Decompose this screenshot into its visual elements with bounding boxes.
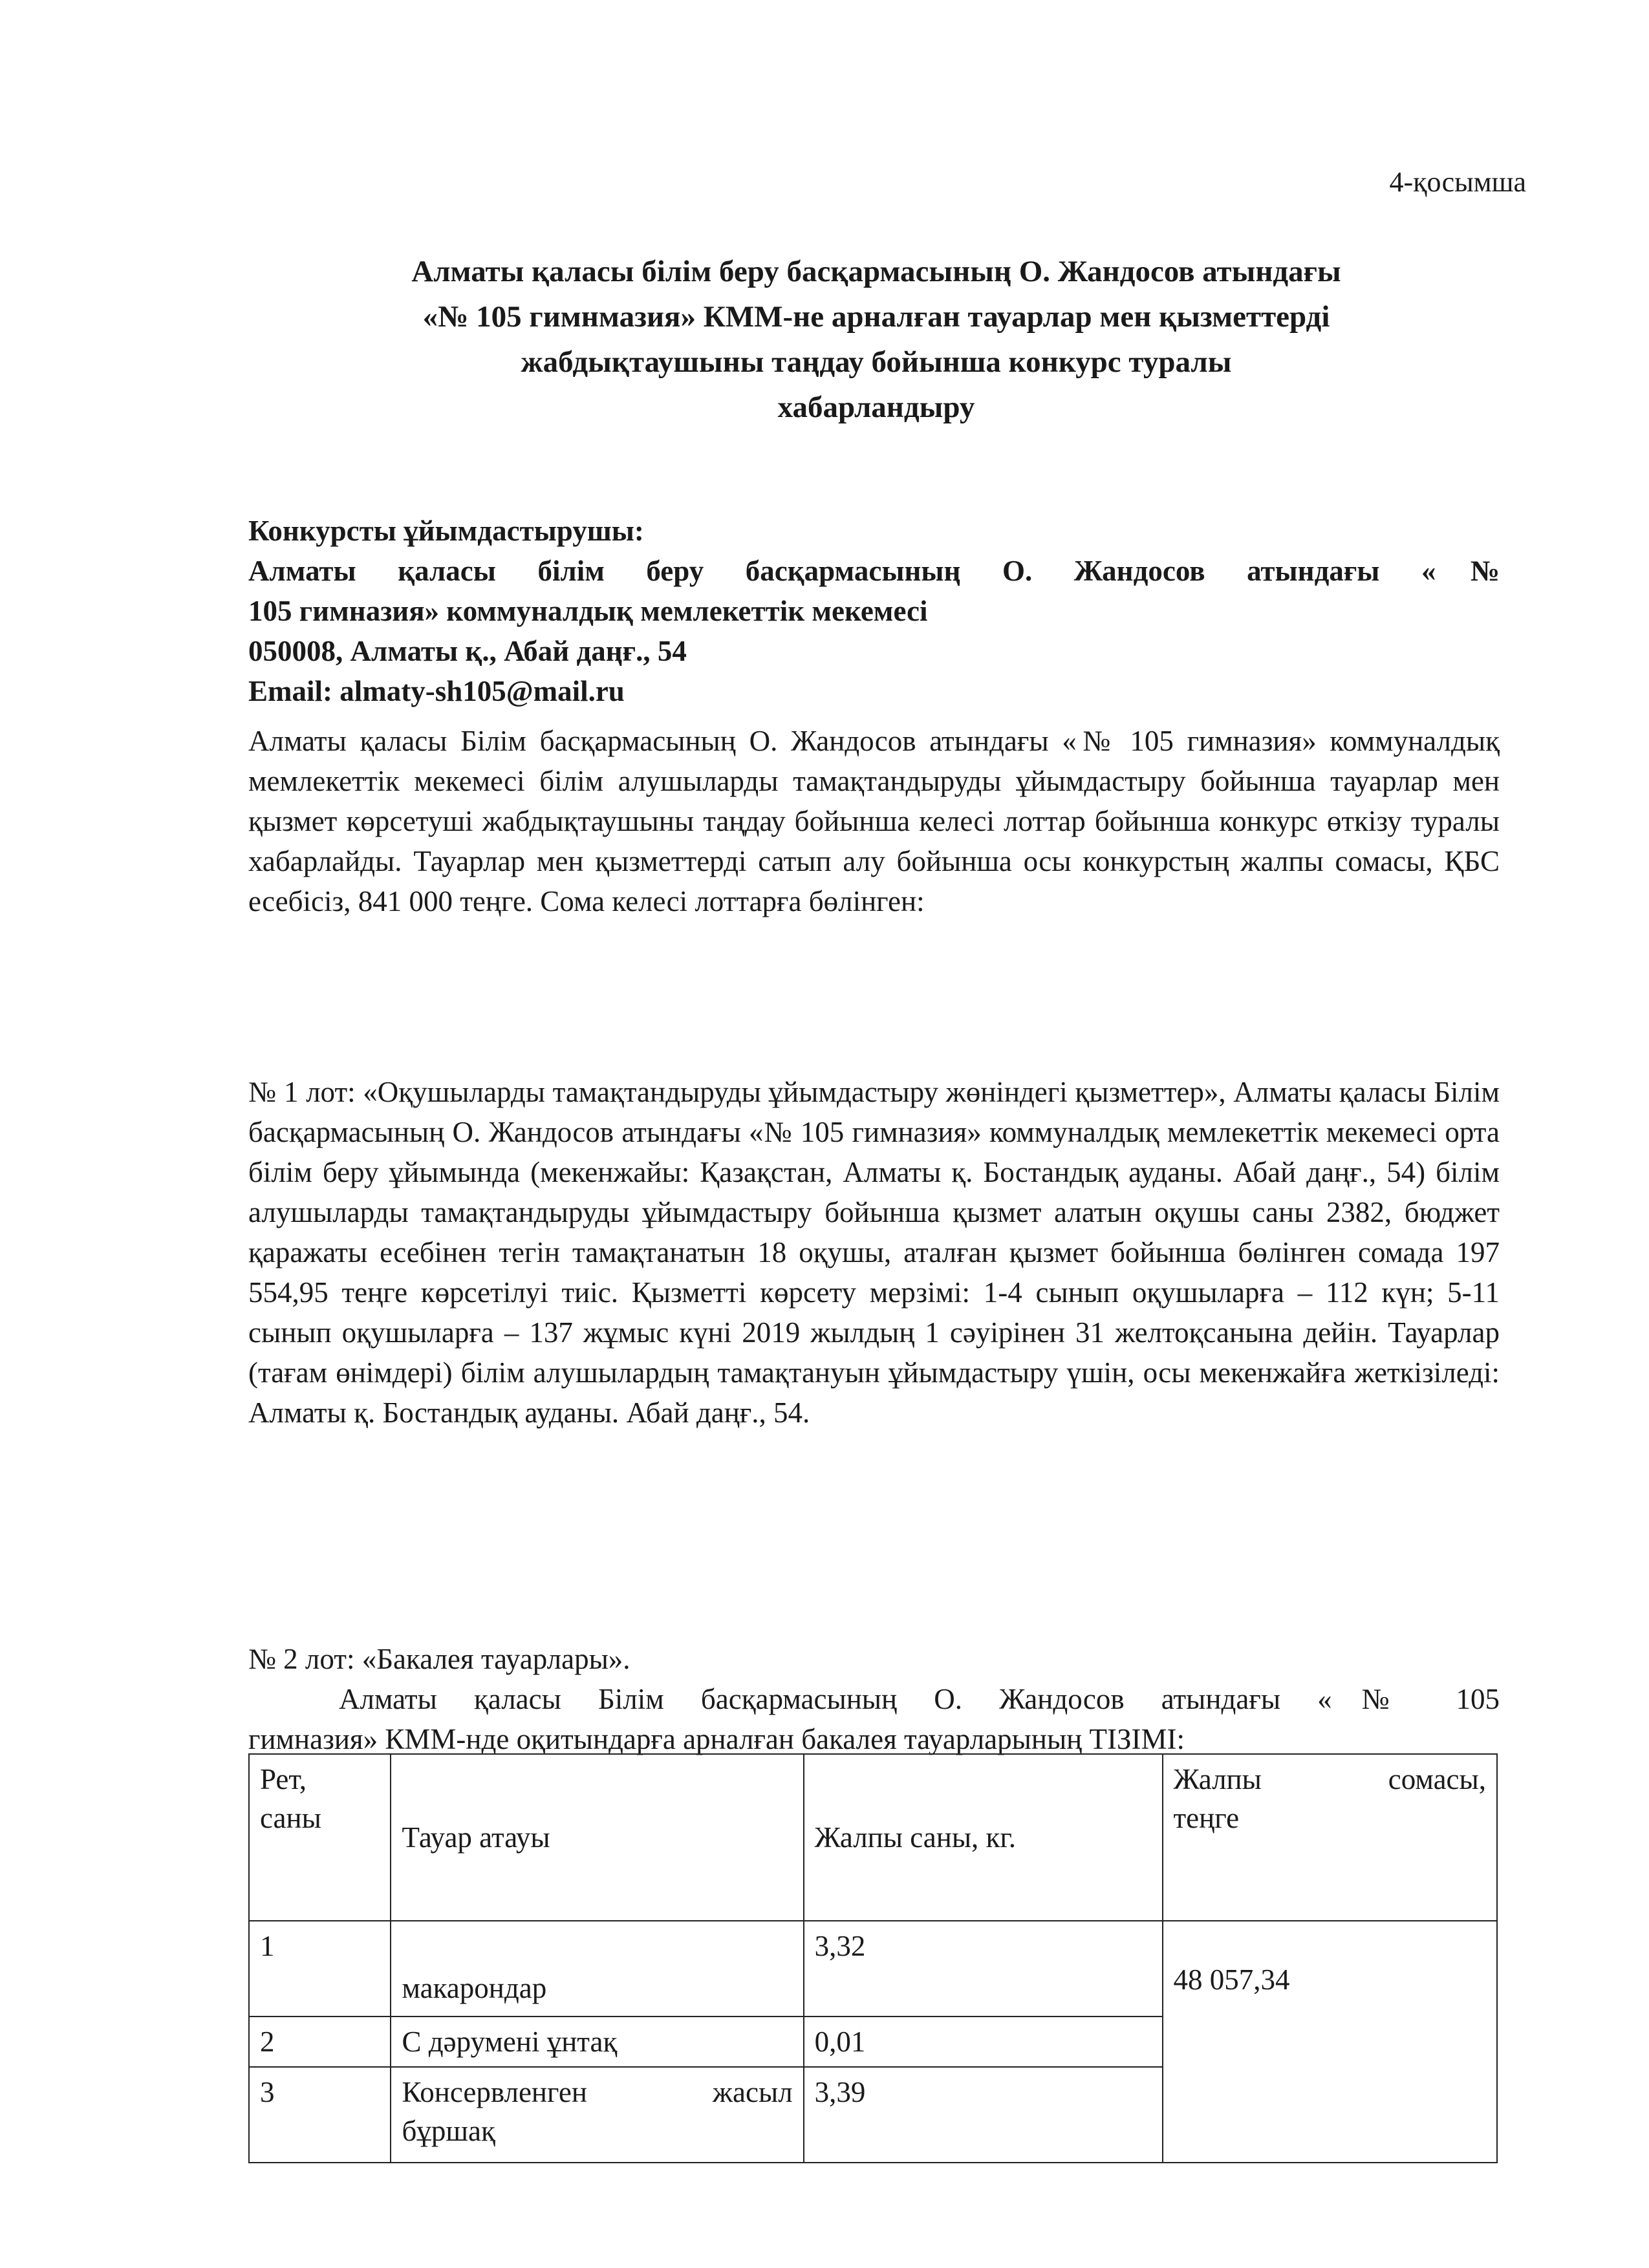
lot-1-section bbox=[248, 1072, 1500, 1433]
table-row bbox=[249, 1921, 1497, 2017]
lot-2-intro-line: гимназия» КММ-нде оқитындарға арналған бакалея тауарларының ТІЗІМІ: bbox=[248, 1723, 1185, 1755]
lot-2-section bbox=[248, 1639, 1500, 1759]
row-number: 1 bbox=[249, 1921, 391, 2017]
organizer-name-line: Алматы қаласы білім беру басқармасының О. Жандосов атындағы «№ bbox=[248, 555, 1500, 587]
row-name: С дәрумені ұнтақ bbox=[391, 2017, 803, 2067]
organizer-address: 050008, Алматы қ., Абай даңғ., 54 bbox=[248, 635, 687, 667]
intro-paragraph bbox=[248, 721, 1500, 921]
row-quantity: 0,01 bbox=[804, 2017, 1163, 2067]
title-line: жабдықтаушыны таңдау бойынша конкурс туралы bbox=[521, 345, 1232, 379]
organizer-email: Email: almaty-sh105@mail.ru bbox=[248, 675, 625, 707]
row-number: 3 bbox=[249, 2067, 391, 2163]
table-header-row bbox=[249, 1754, 1497, 1921]
row-quantity: 3,39 bbox=[804, 2067, 1163, 2163]
row-quantity: 3,32 bbox=[804, 1921, 1163, 2017]
header-cell-sum: Жалпы сомасы, теңге bbox=[1163, 1754, 1497, 1921]
organizer-block bbox=[248, 511, 1500, 711]
intro-text: Алматы қаласы Білім басқармасының О. Жандосов атындағы «№ 105 гимназия» коммуналдық мемлекеттік мекемесі білім алушыларды тамақтандыруды ұйымдастыру бойынша тауарлар мен қызмет көрсетуші жабдықтаушыны таңдау бойынша келесі лоттар бойынша конкурс өткізу туралы хабарлайды. Тауарлар мен қызметтерді сатып алу бойынша осы конкурстың жалпы сомасы, ҚБС есебісіз, 841 000 теңге. Сома келесі лоттарға бөлінген: bbox=[248, 725, 1500, 917]
title-line: «№ 105 гимнмазия» КММ-не арналған тауарлар мен қызметтерді bbox=[422, 300, 1330, 334]
goods-table bbox=[248, 1753, 1498, 2163]
lot-1-text: № 1 лот: «Оқушыларды тамақтандыруды ұйымдастыру жөніндегі қызметтер», Алматы қаласы Білім басқармасының О. Жандосов атындағы «№ 105 гимназия» коммуналдық мемлекеттік мекемесі орта білім беру ұйымында (мекенжайы: Қазақстан, Алматы қ. Бостандық ауданы. Абай даңғ., 54) білім алушыларды тамақтандыруды ұйымдастыру бойынша қызмет алатын оқушы саны 2382, бюджет қаражаты есебінен тегін тамақтанатын 18 оқушы, аталған қызмет бойынша бөлінген сомада 197 554,95 теңге көрсетілуі тиіс. Қызметті көрсету мерзімі: 1-4 сынып оқушыларға – 112 күн; 5-11 сынып оқушыларға – 137 жұмыс күні 2019 жылдың 1 сәуірінен 31 желтоқсанына дейін. Тауарлар (тағам өнімдері) білім алушылардың тамақтануын ұйымдастыру үшін, осы мекенжайға жеткізіледі: Алматы қ. Бостандық ауданы. Абай даңғ., 54. bbox=[248, 1076, 1500, 1429]
header-cell-name: Тауар атауы bbox=[391, 1754, 803, 1921]
appendix-label: 4-қосымша bbox=[1389, 166, 1526, 198]
title-line: хабарландыру bbox=[777, 390, 975, 424]
header-cell-quantity: Жалпы саны, кг. bbox=[804, 1754, 1163, 1921]
organizer-name-line: 105 гимназия» коммуналдық мемлекеттік мекемесі bbox=[248, 595, 928, 627]
row-number: 2 bbox=[249, 2017, 391, 2067]
document-title bbox=[285, 249, 1468, 430]
row-name: Консервленген жасыл бұршақ bbox=[391, 2067, 803, 2163]
row-name: макарондар bbox=[391, 1921, 803, 2017]
header-cell-number: Рет, саны bbox=[249, 1754, 391, 1921]
lot-2-heading: № 2 лот: «Бакалея тауарлары». bbox=[248, 1643, 630, 1675]
title-line: Алматы қаласы білім беру басқармасының О. Жандосов атындағы bbox=[411, 255, 1341, 288]
row-sum: 48 057,34 bbox=[1163, 1921, 1497, 2163]
lot-2-intro-line: Алматы қаласы Білім басқармасының О. Жандосов атындағы «№ 105 bbox=[339, 1683, 1500, 1715]
organizer-heading: Конкурсты ұйымдастырушы: bbox=[248, 515, 644, 547]
